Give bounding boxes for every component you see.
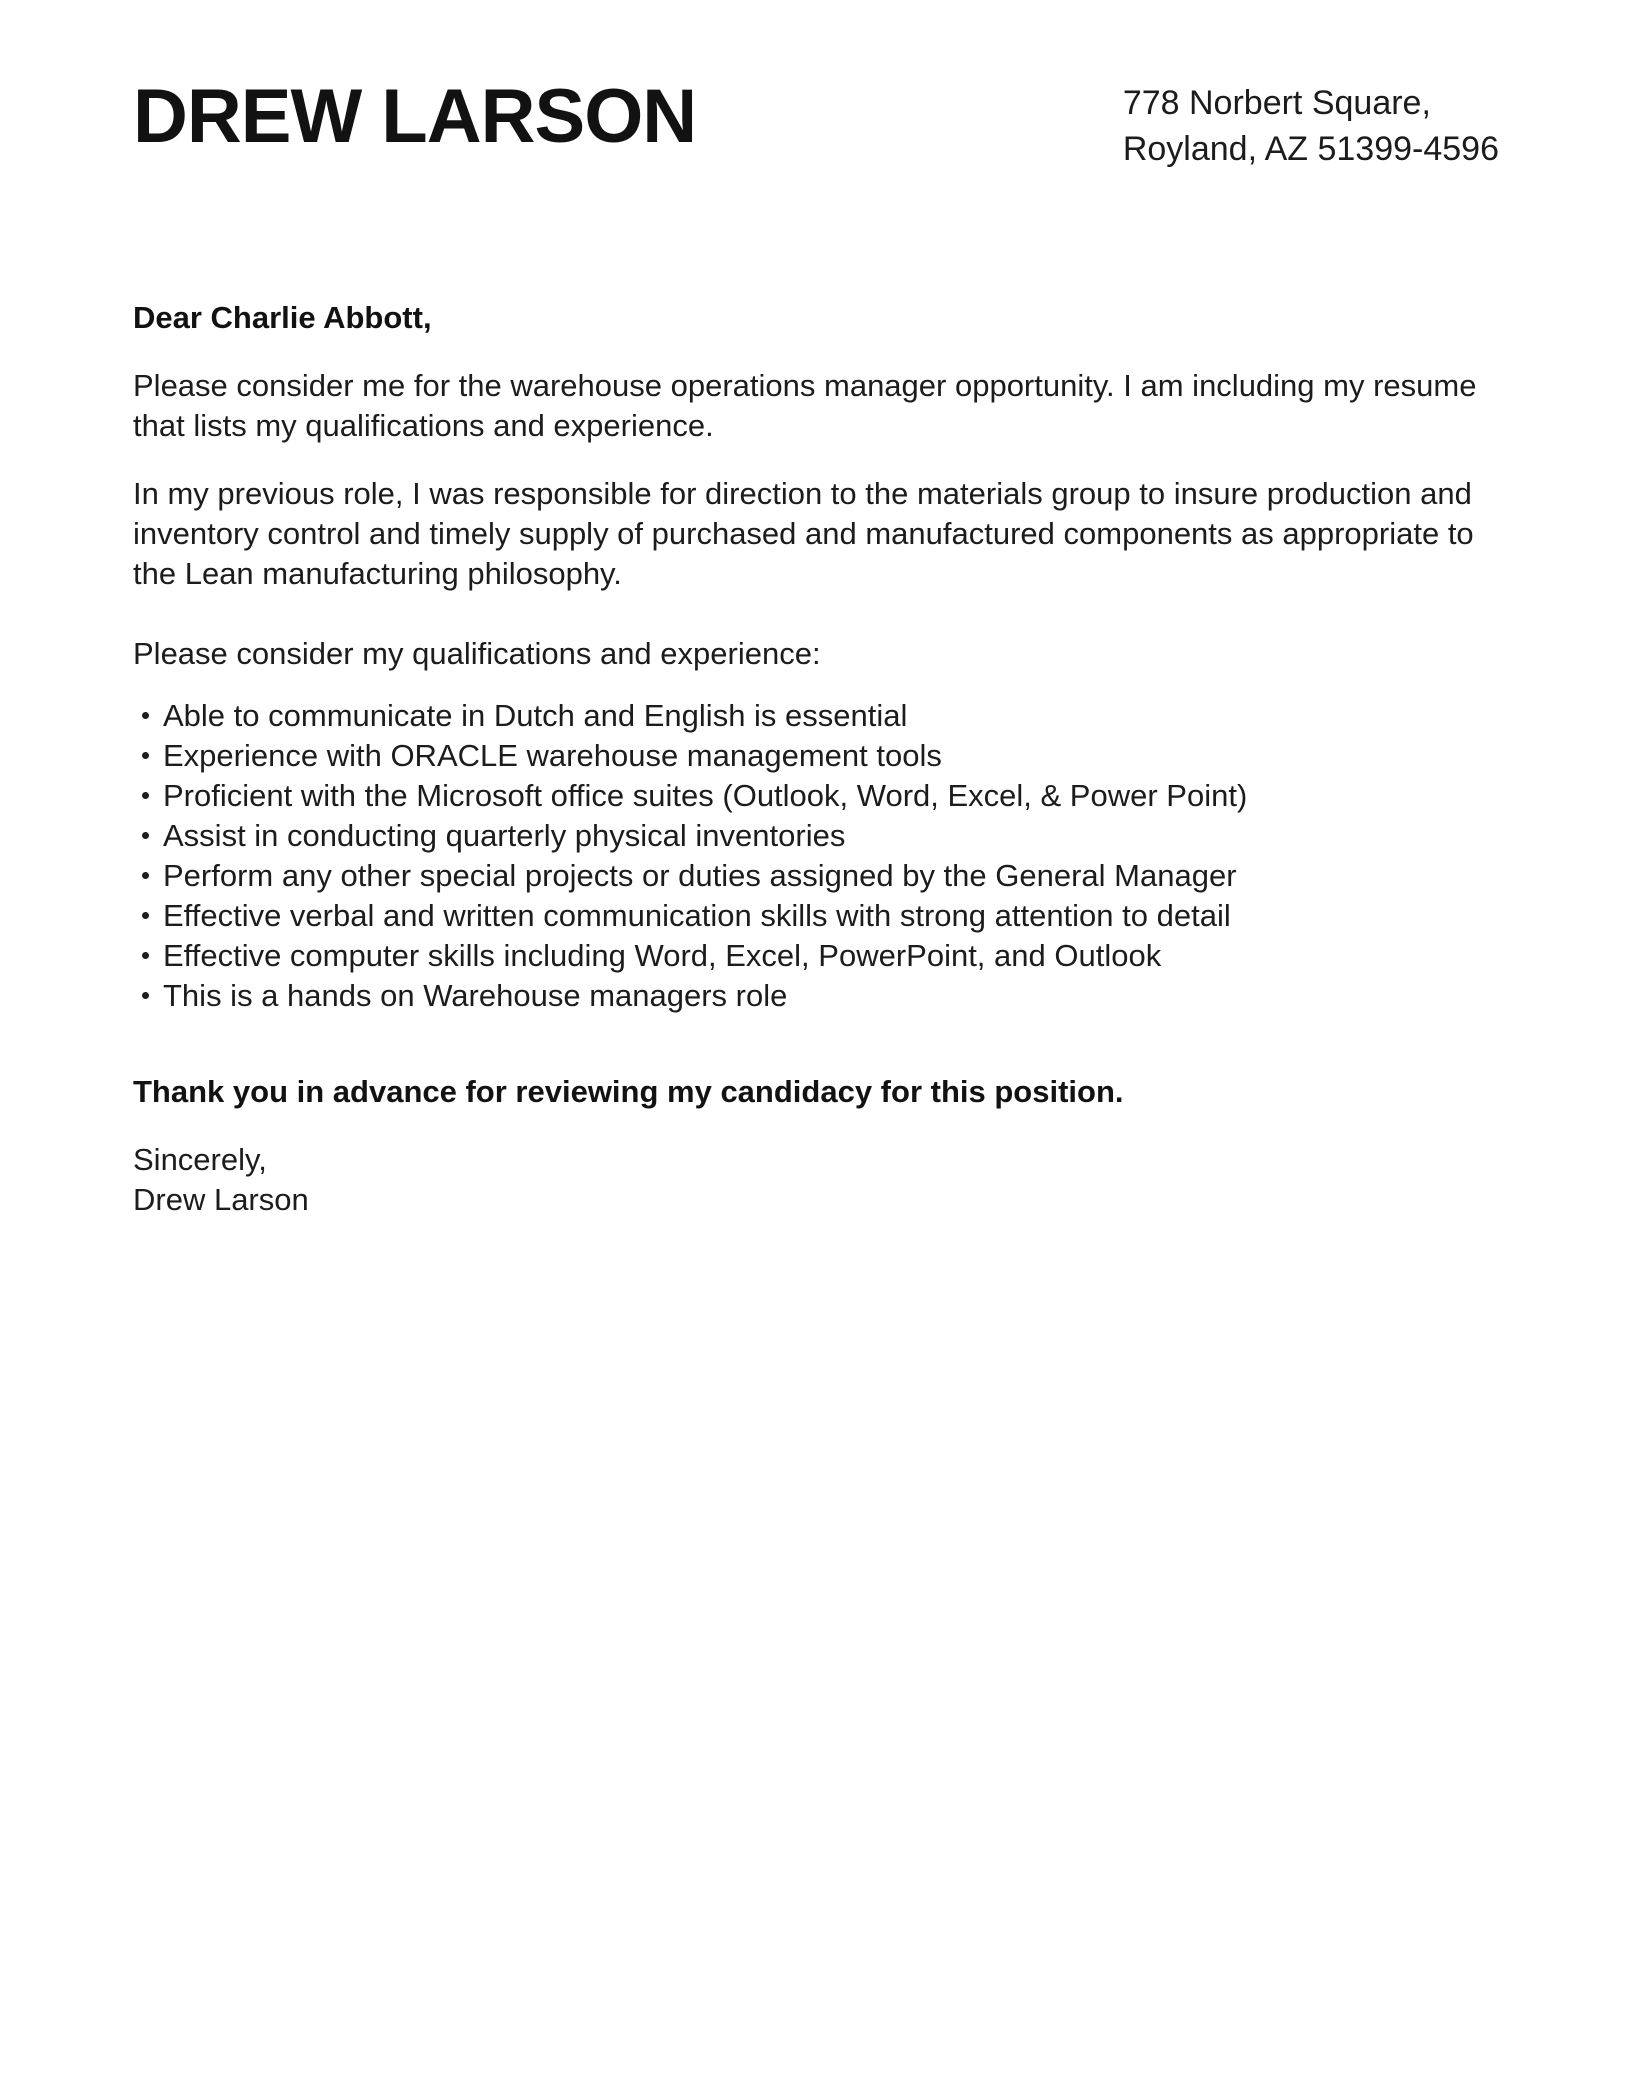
sender-address xyxy=(1123,79,1499,172)
letter-body xyxy=(133,298,1499,1220)
address-line-2: Royland, AZ 51399-4596 xyxy=(1122,130,1499,168)
list-item xyxy=(133,856,1499,896)
signoff-block xyxy=(133,1140,1499,1220)
qualifications-intro: Please consider my qualifications and experience: xyxy=(133,636,821,671)
bullet-icon xyxy=(142,992,149,999)
list-item xyxy=(133,736,1499,776)
list-item-text: Assist in conducting quarterly physical inventories xyxy=(163,818,846,853)
bullet-icon xyxy=(142,792,149,799)
list-item-text: Able to communicate in Dutch and English is essential xyxy=(163,698,908,733)
list-item-text: This is a hands on Warehouse managers role xyxy=(163,978,788,1013)
list-item xyxy=(133,816,1499,856)
signature-name: Drew Larson xyxy=(133,1182,309,1217)
experience-paragraph: In my previous role, I was responsible for direction to the materials group to insure production and inventory control and timely supply of purchased and manufactured components as appropriate to the Lean manufacturing philosophy. xyxy=(133,476,1474,591)
bullet-icon xyxy=(142,752,149,759)
signoff: Sincerely, xyxy=(133,1142,267,1177)
sender-name: DREW LARSON xyxy=(133,74,697,159)
list-item-text: Experience with ORACLE warehouse management tools xyxy=(163,738,942,773)
bullet-icon xyxy=(142,872,149,879)
qualifications-list xyxy=(133,696,1499,1016)
list-item xyxy=(133,936,1499,976)
closing-line: Thank you in advance for reviewing my candidacy for this position. xyxy=(133,1074,1124,1109)
list-item-text: Effective computer skills including Word, Excel, PowerPoint, and Outlook xyxy=(163,938,1162,973)
bullet-icon xyxy=(142,912,149,919)
list-item xyxy=(133,896,1499,936)
bullet-icon xyxy=(142,952,149,959)
list-item xyxy=(133,776,1499,816)
letter-header xyxy=(133,74,1499,172)
address-line-1: 778 Norbert Square, xyxy=(1122,84,1431,122)
salutation: Dear Charlie Abbott, xyxy=(133,300,432,335)
bullet-icon xyxy=(142,832,149,839)
list-item-text: Effective verbal and written communication skills with strong attention to detail xyxy=(163,898,1231,933)
list-item xyxy=(133,696,1499,736)
list-item-text: Perform any other special projects or duties assigned by the General Manager xyxy=(163,858,1237,893)
list-item xyxy=(133,976,1499,1016)
intro-paragraph: Please consider me for the warehouse operations manager opportunity. I am including my resume that lists my qualifications and experience. xyxy=(133,368,1477,443)
list-item-text: Proficient with the Microsoft office suites (Outlook, Word, Excel, & Power Point) xyxy=(163,778,1248,813)
bullet-icon xyxy=(142,712,149,719)
